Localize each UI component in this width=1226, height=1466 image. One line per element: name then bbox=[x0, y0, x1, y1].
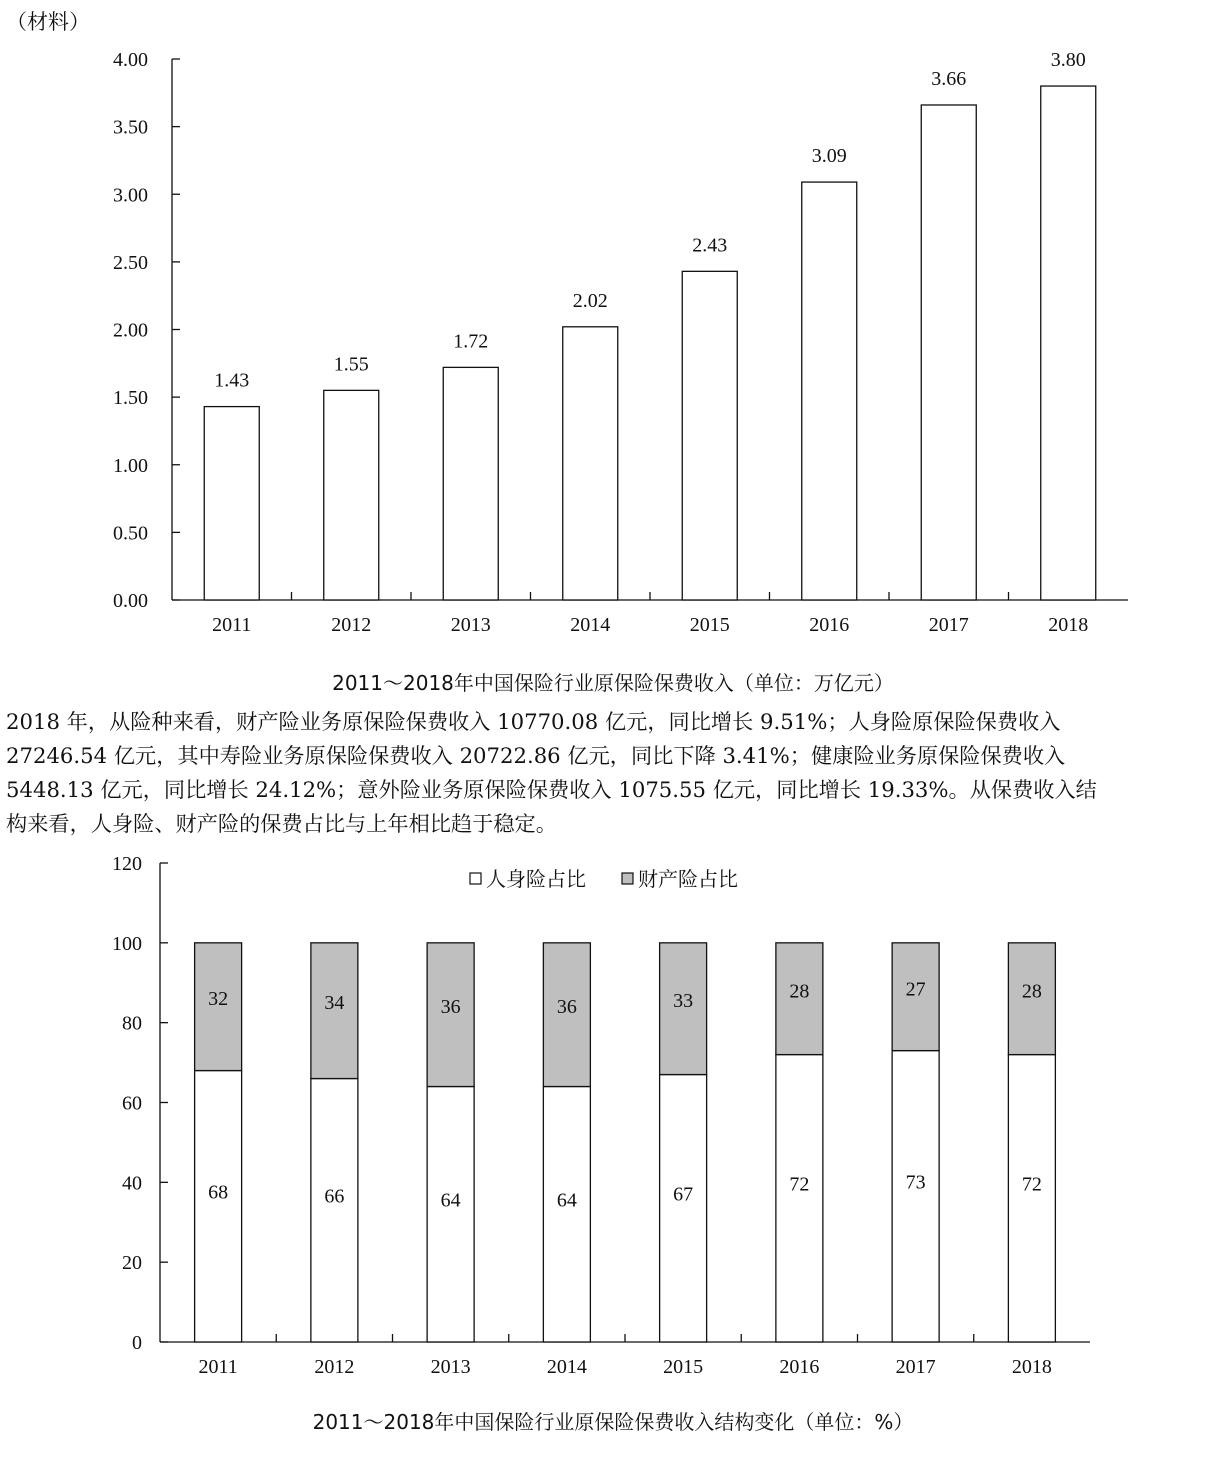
x-tick-label: 2018 bbox=[1011, 1356, 1052, 1378]
life-insurance-segment bbox=[776, 1055, 823, 1342]
property-segment-label: 36 bbox=[440, 995, 461, 1018]
life-insurance-segment bbox=[892, 1051, 939, 1342]
life-segment-label: 64 bbox=[556, 1189, 577, 1212]
y-tick-label: 2.50 bbox=[113, 251, 148, 274]
life-segment-label: 72 bbox=[789, 1173, 810, 1196]
life-insurance-segment bbox=[427, 1087, 474, 1342]
y-tick-label: 3.00 bbox=[113, 184, 148, 207]
x-tick-label: 2014 bbox=[570, 614, 611, 636]
chart2-caption: 2011～2018年中国保险行业原保险保费收入结构变化（单位：%） bbox=[312, 1410, 914, 1434]
y-tick-label: 2.00 bbox=[113, 319, 148, 342]
life-insurance-segment bbox=[1008, 1055, 1055, 1342]
y-tick-label: 1.50 bbox=[113, 387, 148, 410]
y-tick-label: 0.50 bbox=[113, 522, 148, 545]
y-tick-label: 0 bbox=[132, 1332, 142, 1354]
chart1-caption: 2011～2018年中国保险行业原保险保费收入（单位：万亿元） bbox=[332, 671, 894, 695]
x-tick-label: 2015 bbox=[663, 1356, 704, 1378]
x-tick-label: 2016 bbox=[809, 614, 850, 636]
property-segment-label: 33 bbox=[673, 990, 694, 1012]
x-tick-label: 2018 bbox=[1048, 614, 1089, 636]
bar-data-label: 1.55 bbox=[333, 353, 369, 376]
legend-life-swatch bbox=[470, 873, 481, 884]
property-segment-label: 28 bbox=[1021, 980, 1042, 1003]
life-segment-label: 66 bbox=[324, 1185, 345, 1208]
bar-data-label: 3.09 bbox=[811, 145, 847, 168]
life-segment-label: 73 bbox=[905, 1171, 926, 1194]
x-tick-label: 2017 bbox=[895, 1356, 936, 1378]
property-segment-label: 34 bbox=[324, 991, 345, 1014]
life-insurance-segment bbox=[311, 1079, 358, 1342]
x-tick-label: 2017 bbox=[928, 614, 969, 636]
x-tick-label: 2013 bbox=[450, 614, 491, 636]
y-tick-label: 100 bbox=[112, 932, 142, 955]
bar-data-label: 1.72 bbox=[453, 330, 489, 353]
property-segment-label: 27 bbox=[905, 978, 926, 1001]
y-tick-label: 80 bbox=[122, 1012, 142, 1035]
property-segment-label: 36 bbox=[556, 995, 577, 1018]
paragraph-line-2: 27246.54 亿元，其中寿险业务原保险保费收入 20722.86 亿元，同比下降 3.41%；健康险业务原保险保费收入 bbox=[6, 743, 1066, 768]
y-tick-label: 120 bbox=[112, 853, 142, 875]
life-insurance-segment bbox=[543, 1087, 590, 1342]
life-segment-label: 64 bbox=[440, 1189, 461, 1212]
y-tick-label: 3.50 bbox=[113, 116, 148, 139]
bar-data-label: 2.02 bbox=[572, 289, 608, 312]
life-segment-label: 72 bbox=[1021, 1173, 1042, 1196]
bar-data-label: 2.43 bbox=[692, 234, 728, 257]
x-tick-label: 2016 bbox=[779, 1356, 820, 1378]
x-tick-label: 2013 bbox=[430, 1356, 471, 1378]
material-label: （材料） bbox=[6, 10, 90, 34]
x-tick-label: 2011 bbox=[212, 614, 252, 636]
y-tick-label: 0.00 bbox=[113, 590, 148, 612]
x-tick-label: 2012 bbox=[314, 1356, 355, 1378]
legend-life-label: 人身险占比 bbox=[486, 869, 586, 891]
y-tick-label: 20 bbox=[122, 1252, 142, 1275]
property-segment-label: 28 bbox=[789, 980, 810, 1003]
y-tick-label: 60 bbox=[122, 1092, 142, 1115]
life-segment-label: 67 bbox=[673, 1183, 694, 1206]
paragraph-line-1: 2018 年，从险种来看，财产险业务原保险保费收入 10770.08 亿元，同比增长 9.51%；人身险原保险保费收入 bbox=[6, 709, 1061, 734]
bar-data-label: 3.80 bbox=[1050, 49, 1086, 72]
property-segment-label: 32 bbox=[208, 988, 229, 1011]
x-tick-label: 2011 bbox=[198, 1356, 238, 1378]
x-tick-label: 2012 bbox=[331, 614, 372, 636]
life-segment-label: 68 bbox=[208, 1181, 229, 1204]
y-tick-label: 40 bbox=[122, 1172, 142, 1195]
paragraph-line-4: 构来看，人身险、财产险的保费占比与上年相比趋于稳定。 bbox=[6, 811, 557, 836]
legend-property-label: 财产险占比 bbox=[638, 869, 738, 891]
life-insurance-segment bbox=[660, 1075, 707, 1342]
bar-data-label: 3.66 bbox=[931, 67, 967, 90]
x-tick-label: 2014 bbox=[546, 1356, 587, 1378]
legend-property-swatch bbox=[622, 873, 633, 884]
y-tick-label: 4.00 bbox=[113, 49, 148, 71]
x-tick-label: 2015 bbox=[689, 614, 730, 636]
bar-data-label: 1.43 bbox=[214, 369, 250, 392]
y-tick-label: 1.00 bbox=[113, 454, 148, 477]
life-insurance-segment bbox=[195, 1071, 242, 1342]
paragraph-line-3: 5448.13 亿元，同比增长 24.12%；意外险业务原保险保费收入 1075.55 亿元，同比增长 19.33%。从保费收入结 bbox=[6, 777, 1097, 802]
